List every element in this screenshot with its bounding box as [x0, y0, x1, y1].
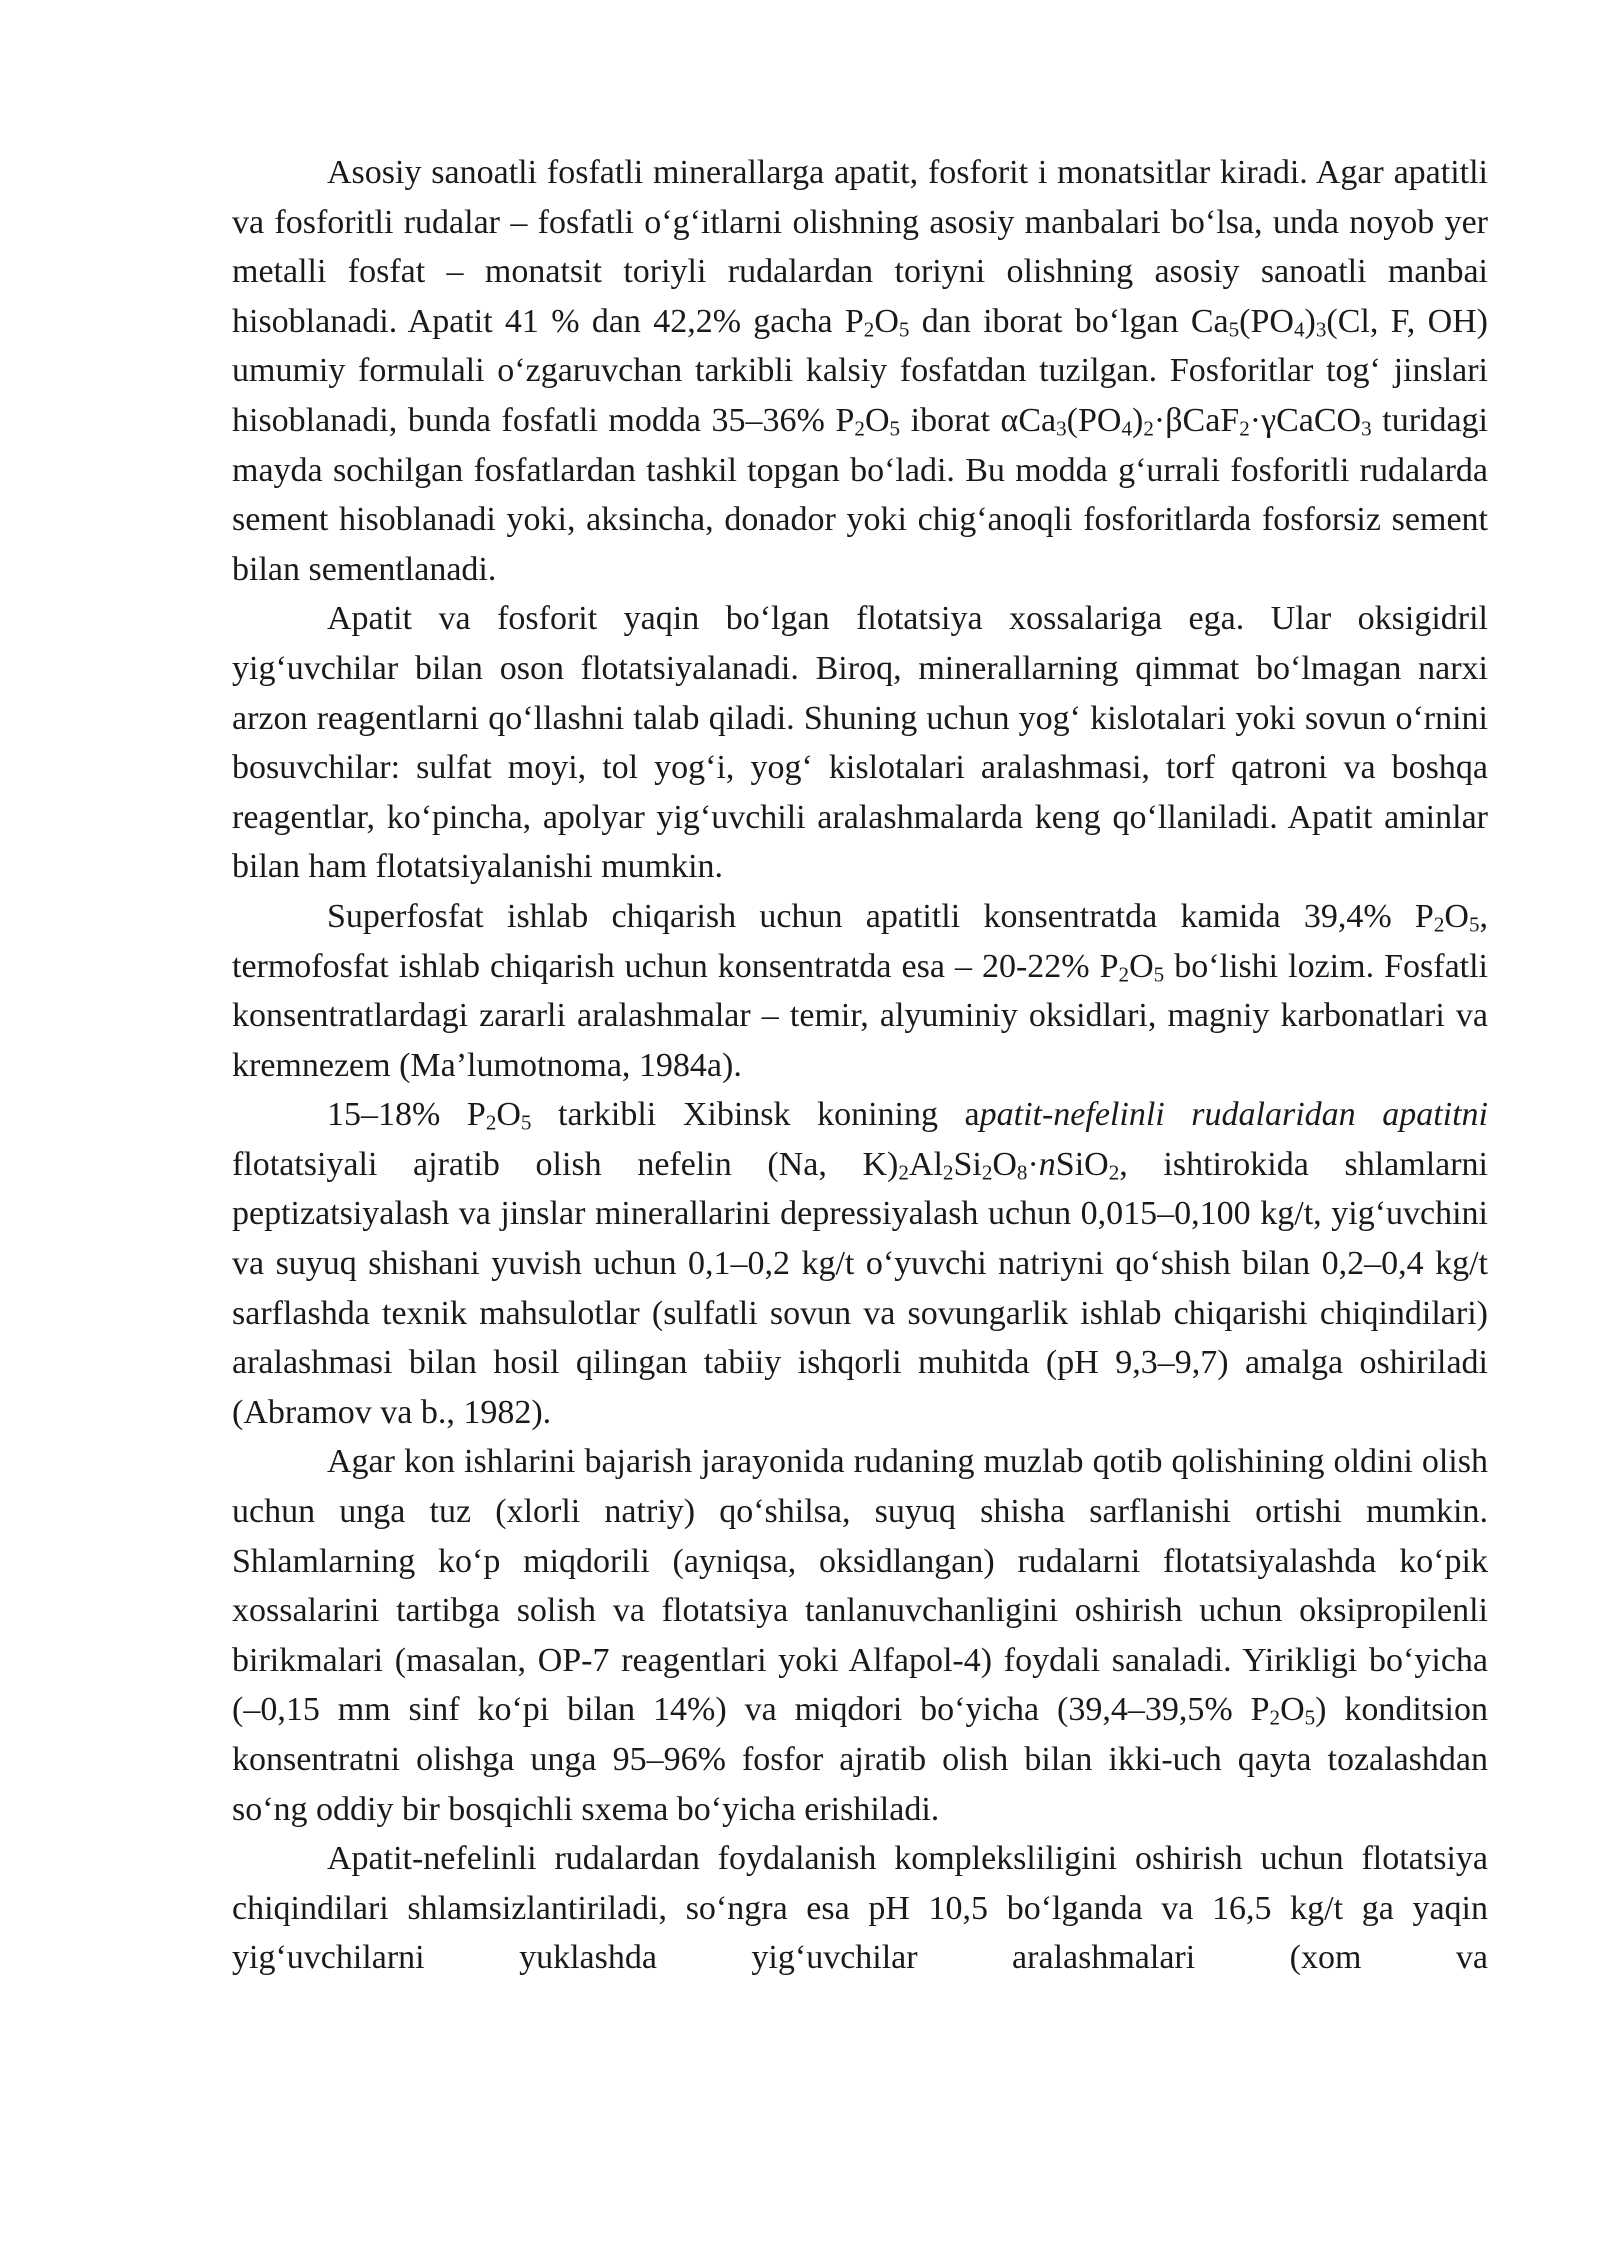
paragraph-3: Superfosfat ishlab chiqarish uchun apatitli konsentratda kamida 39,4% $P_2O_5$, termofosfat ishlab chiqarish uchun konsentratda esa – 20-22% $P_2O_5$ bo‘lishi lozim. Fosfatli konsentratlardagi zararli aralashmalar – temir, alyuminiy oksidlari, magniy karbonatlari va kremnezem (Ma’lumotnoma, 1984a).	[232, 897, 1488, 1084]
document-page	[232, 148, 1488, 1983]
paragraph-6: Apatit-nefelinli rudalardan foydalanish kompleksliligini oshirish uchun flotatsiya chiqindilari shlamsizlantiriladi, so‘ngra esa pH 10,5 bo‘lganda va 16,5 kg/t ga yaqin yig‘uvchilarni yuklashda yig‘uvchilar aralashmalari (xom va	[232, 1840, 1488, 1977]
paragraph-1: Asosiy sanoatli fosfatli minerallarga apatit, fosforit i monatsitlar kiradi. Agar apatitli va fosforitli rudalar – fosfatli o‘g‘itlarni olishning asosiy manbalari bo‘lsa, unda noyob yer metalli fosfat – monatsit toriyli rudalardan toriyni olishning asosiy sanoatli manbai hisoblanadi. Apatit 41 % dan 42,2% gacha $P_2O_5$ dan iborat bo‘lgan $Ca_5(PO_4)_3(Cl$, F, OH) umumiy formulali o‘zgaruvchan tarkibli kalsiy fosfatdan tuzilgan. Fosforitlar tog‘ jinslari hisoblanadi, bunda fosfatli modda 35–36% $P_2O_5$ iborat $\alpha Ca_3(PO_4)_2\cdot\beta CaF_2\cdot\gamma CaCO_3$ turidagi mayda sochilgan fosfatlardan tashkil topgan bo‘ladi. Bu modda g‘urrali fosforitli rudalarda sement hisoblanadi yoki, aksincha, donador yoki chig‘anoqli fosforitlarda fosforsiz sement bilan sementlanadi.	[232, 154, 1489, 588]
paragraph-4: 15–18% $P_2O_5$ tarkibli Xibinsk konining apatit-nefelinli rudalaridan apatitni flotatsiyali ajratib olish nefelin (Na, $K)_2Al_2Si_2O_8\cdot nSiO_2$, ishtirokida shlamlarni peptizatsiyalash va jinslar minerallarini depressiyalash uchun 0,015–0,100 kg/t, yig‘uvchini va suyuq shishani yuvish uchun 0,1–0,2 kg/t o‘yuvchi natriyni qo‘shish bilan 0,2–0,4 kg/t sarflashda texnik mahsulotlar (sulfatli sovun va sovungarlik ishlab chiqarishi chiqindilari) aralashmasi bilan hosil qilingan tabiiy ishqorli muhitda (pH 9,3–9,7) amalga oshiriladi (Abramov va b., 1982).	[232, 1096, 1489, 1431]
paragraph-5: Agar kon ishlarini bajarish jarayonida rudaning muzlab qotib qolishining oldini olish uchun unga tuz (xlorli natriy) qo‘shilsa, suyuq shisha sarflanishi ortishi mumkin. Shlamlarning ko‘p miqdorili (ayniqsa, oksidlangan) rudalarni flotatsiyalashda ko‘pik xossalarini tartibga solish va flotatsiya tanlanuvchanligini oshirish uchun oksipropilenli birikmalari (masalan, OP-7 reagentlari yoki Alfapol-4) foydali sanaladi. Yirikligi bo‘yicha (–0,15 mm sinf ko‘pi bilan 14%) va miqdori bo‘yicha (39,4–39,5% $P_2O_5$) konditsion konsentratni olishga unga 95–96% fosfor ajratib olish bilan ikki-uch qayta tozalashdan so‘ng oddiy bir bosqichli sxema bo‘yicha erishiladi.	[232, 1443, 1488, 1828]
paragraph-2: Apatit va fosforit yaqin bo‘lgan flotatsiya xossalariga ega. Ular oksigidril yig‘uvchilar bilan oson flotatsiyalanadi. Biroq, minerallarning qimmat bo‘lmagan narxi arzon reagentlarni qo‘llashni talab qiladi. Shuning uchun yog‘ kislotalari yoki sovun o‘rnini bosuvchilar: sulfat moyi, tol yog‘i, yog‘ kislotalari aralashmasi, torf qatroni va boshqa reagentlar, ko‘pincha, apolyar yig‘uvchili aralashmalarda keng qo‘llaniladi. Apatit aminlar bilan ham flotatsiyalanishi mumkin.	[232, 600, 1488, 886]
